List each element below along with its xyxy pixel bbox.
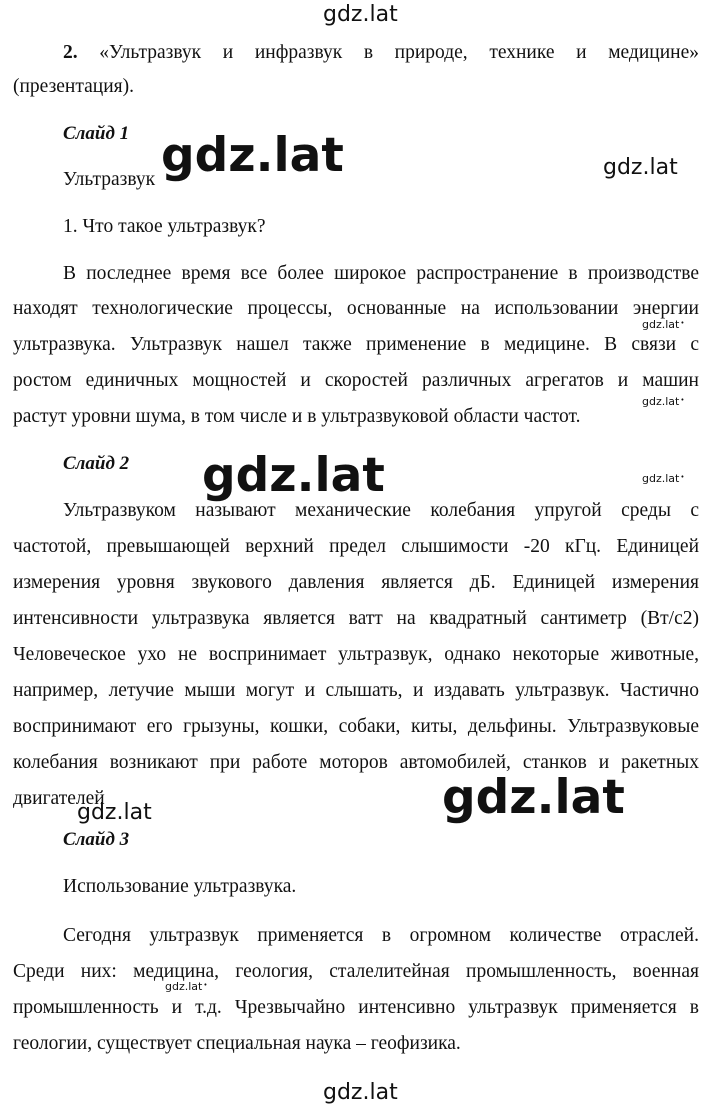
watermark-top: gdz.lat — [323, 2, 398, 27]
watermark-large-3: gdz.lat — [442, 770, 625, 825]
watermark-tiny-1: gdz.lat • — [642, 318, 685, 331]
slide-2-label: Слайд 2 — [63, 453, 130, 474]
slide-2-line-3: измерения уровня звукового давления является дБ. Единицей измерения — [13, 572, 699, 593]
slide-2-line-6: например, летучие мыши могут и слышать, и издавать ультразвук. Частично — [13, 680, 699, 701]
slide-1-question: 1. Что такое ультразвук? — [63, 216, 266, 237]
task-number: 2. — [63, 42, 78, 63]
slide-2-line-2: частотой, превышающей верхний предел слышимости -20 кГц. Единицей — [13, 536, 699, 557]
slide-1-line-1: В последнее время все более широкое распространение в производстве — [63, 263, 699, 284]
slide-2-line-5: Человеческое ухо не воспринимает ультразвук, однако некоторые животные, — [13, 644, 699, 665]
slide-1-subtitle: Ультразвук — [63, 169, 156, 190]
watermark-bottom: gdz.lat — [323, 1080, 398, 1105]
slide-2-line-4: интенсивности ультразвука является ватт на квадратный сантиметр (Вт/с2) — [13, 608, 699, 629]
slide-1-label: Слайд 1 — [63, 123, 130, 144]
slide-3-subtitle: Использование ультразвука. — [63, 876, 297, 897]
slide-3-line-2: Среди них: медицина, геология, сталелитейная промышленность, военная — [13, 961, 699, 982]
watermark-large-1: gdz.lat — [161, 128, 344, 183]
slide-1-line-5: растут уровни шума, в том числе и в ультразвуковой области частот. — [13, 406, 581, 427]
watermark-tiny-3: gdz.lat • — [642, 472, 685, 485]
slide-2-line-8: колебания возникают при работе моторов автомобилей, станков и ракетных — [13, 752, 699, 773]
slide-3-line-4: геологии, существует специальная наука – геофизика. — [13, 1033, 461, 1054]
watermark-side-1: gdz.lat — [603, 155, 678, 180]
slide-2-line-7: воспринимают его грызуны, кошки, собаки, киты, дельфины. Ультразвуковые — [13, 716, 699, 737]
watermark-tiny-4: gdz.lat • — [165, 980, 208, 993]
slide-2-line-9: двигателей — [13, 788, 105, 809]
watermark-small-left: gdz.lat — [77, 800, 152, 825]
watermark-tiny-2: gdz.lat • — [642, 395, 685, 408]
slide-1-line-4: ростом единичных мощностей и скоростей различных агрегатов и машин — [13, 370, 699, 391]
slide-3-line-1: Сегодня ультразвук применяется в огромном количестве отраслей. — [63, 925, 699, 946]
slide-2-line-1: Ультразвуком называют механические колебания упругой среды с — [63, 500, 699, 521]
slide-3-label: Слайд 3 — [63, 829, 130, 850]
slide-3-line-3: промышленность и т.д. Чрезвычайно интенсивно ультразвук применяется в — [13, 997, 699, 1018]
watermark-large-2: gdz.lat — [202, 448, 385, 503]
slide-1-line-2: находят технологические процессы, основанные на использовании энергии — [13, 298, 699, 319]
task-title: «Ультразвук и инфразвук в природе, технике и медицине» — [99, 42, 699, 63]
task-heading-line-2: (презентация). — [13, 76, 134, 97]
task-heading-line-1 — [63, 41, 699, 65]
slide-1-line-3: ультразвука. Ультразвук нашел также применение в медицине. В связи с — [13, 334, 699, 355]
